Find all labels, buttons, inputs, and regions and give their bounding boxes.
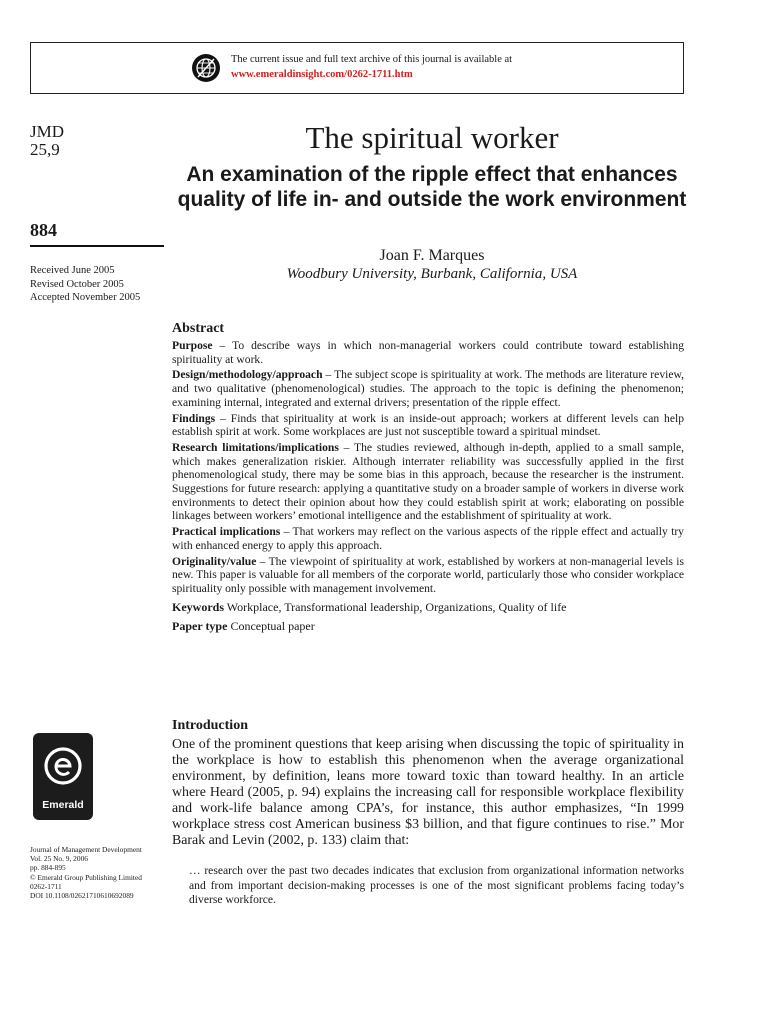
- emerald-emblem-icon: [43, 742, 83, 794]
- keywords: Keywords Workplace, Transformational leadership, Organizations, Quality of life: [172, 599, 567, 614]
- abstract-findings: Findings – Finds that spirituality at work is an inside-out approach; workers at different levels can help establish spirit at work. Some workplaces are just not susceptible toward a spiritual mindset.: [172, 411, 684, 439]
- journal-code-block: [30, 123, 64, 159]
- article-subtitle: An examination of the ripple effect that enhances quality of life in- and outside the work environment: [177, 163, 687, 211]
- abstract-originality: Originality/value – The viewpoint of spirituality at work, established by workers at non-managerial levels is new. This paper is valuable for all members of the corporate world, particularly those who consider workplace spirituality only possible with management involvement.: [172, 554, 684, 595]
- submission-dates: [30, 264, 140, 305]
- journal-pages: pp. 884-895: [30, 863, 66, 873]
- journal-issn: 0262-1711: [30, 881, 62, 891]
- emerald-wordmark: Emerald: [42, 799, 84, 811]
- block-quote: … research over the past two decades indicates that exclusion from organizational information networks and from important decision-making processes is one of the most significant problems facing today’s diverse workforce.: [189, 864, 684, 906]
- accepted-date: Accepted November 2005: [30, 292, 141, 303]
- abstract-design: Design/methodology/approach – The subject scope is spirituality at work. The methods are literature review, and two qualitative (phenomenological) studies. The approach to the topic is defining the phenomenon; examining internal, integrated and external drivers; presentation of the ripple effect.: [172, 368, 684, 409]
- archive-notice-text: The current issue and full text archive of this journal is available at: [231, 54, 513, 65]
- journal-name: Journal of Management Development: [30, 845, 142, 854]
- paper-type: Paper type Conceptual paper: [172, 618, 315, 633]
- abstract: [172, 320, 684, 634]
- abstract-purpose: Purpose – To describe ways in which non-managerial workers could contribute toward establishing spirituality at work.: [172, 339, 684, 366]
- globe-icon: [191, 53, 221, 83]
- article-title: The spiritual worker: [305, 120, 559, 155]
- archive-notice-box: [30, 42, 684, 94]
- journal-info: [30, 845, 142, 900]
- journal-doi: DOI 10.1108/02621710610692089: [30, 891, 134, 901]
- revised-date: Revised October 2005: [30, 278, 124, 290]
- abstract-heading: Abstract: [172, 321, 225, 336]
- journal-code: JMD: [30, 122, 65, 141]
- page-number: 884: [30, 220, 57, 240]
- journal-volume: Vol. 25 No. 9, 2006: [30, 854, 88, 864]
- volume-issue: 25,9: [30, 140, 60, 159]
- archive-url-link[interactable]: www.emeraldinsight.com/0262-1711.htm: [231, 69, 413, 80]
- abstract-research-limitations: Research limitations/implications – The studies reviewed, although in-depth, applied to a small sample, which makes generalization riskier. Although interrater reliability was successfully applied in the first phenomenological study, there may be some bias in this approach, because the researcher is the instrument. Suggestions for future research: applying a quantitative study on a broader sample of workers in diverse work environments to detect their opinion about how they could establish spirit at work; elaborating on possible linkages between workers’ emotional intelligence and the establishment of spirituality at work.: [172, 440, 684, 523]
- abstract-practical-implications: Practical implications – That workers may reflect on the various aspects of the ripple effect and actually try with enhanced energy to apply this approach.: [172, 525, 684, 552]
- author-affiliation: Woodbury University, Burbank, California, USA: [286, 266, 578, 282]
- journal-copyright: © Emerald Group Publishing Limited: [30, 872, 142, 882]
- received-date: Received June 2005: [30, 265, 115, 276]
- divider: [30, 245, 164, 247]
- introduction-body: One of the prominent questions that keep arising when discussing the topic of spirituality in the workplace is how to establish this phenomenon when the average organizational environment, by definition, leans more toward toxic than toward healthy. In an article where Heard (2005, p. 94) explains the increasing call for responsible workplace flexibility and work-life balance among CPA’s, for instance, this author emphasizes, “In 1999 workplace stress cost American business $3 billion, and that figure continues to rise.” Mor Barak and Levin (2002, p. 133) claim that:: [172, 737, 684, 848]
- author-name: Joan F. Marques: [379, 247, 485, 264]
- emerald-logo: [33, 733, 93, 820]
- introduction-heading: Introduction: [172, 718, 248, 733]
